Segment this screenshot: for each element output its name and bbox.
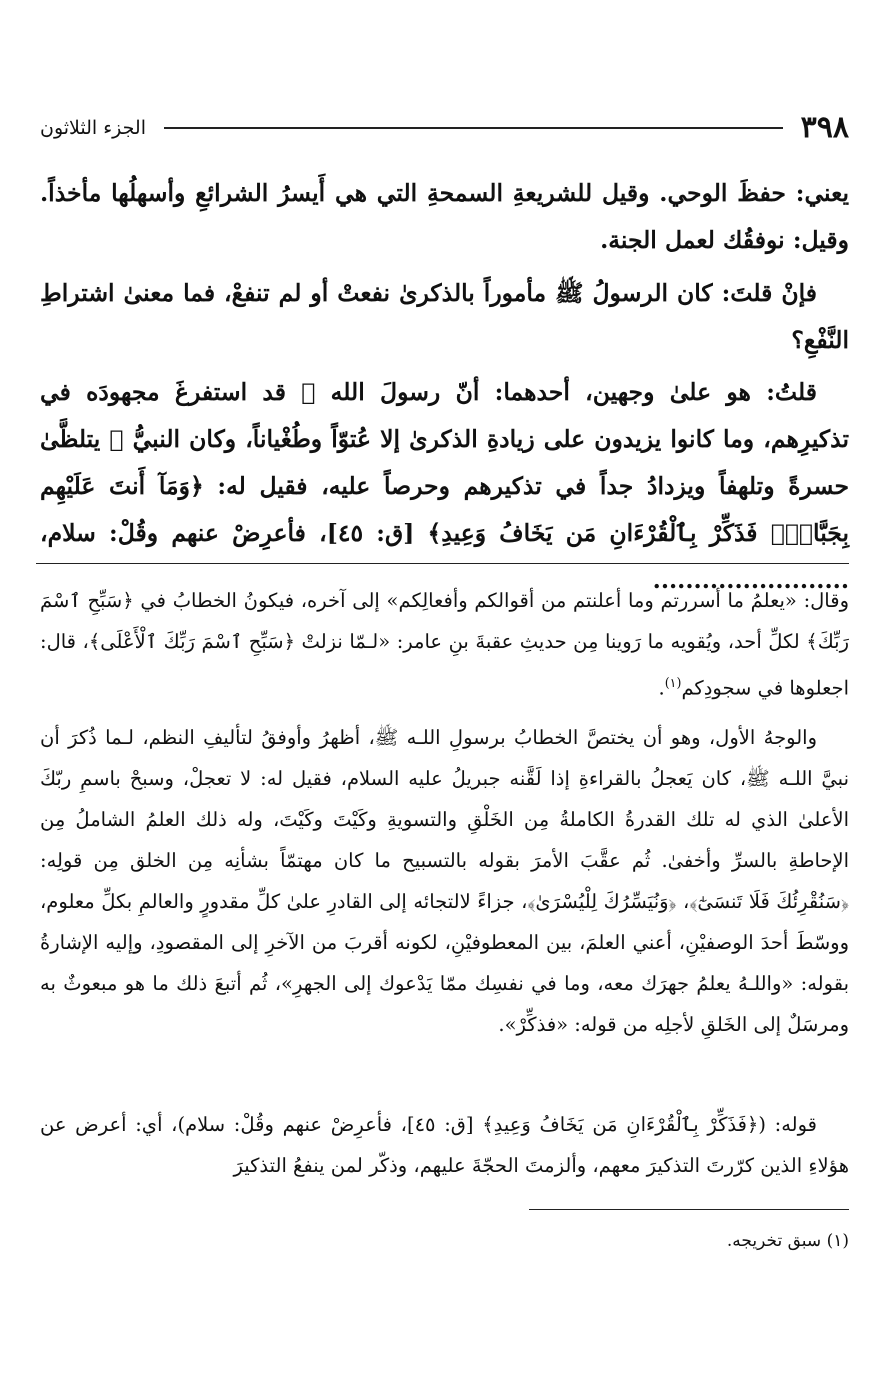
header-rule: [164, 127, 783, 129]
running-title: الجزء الثلاثون: [40, 117, 146, 139]
page-number: ٣٩٨: [800, 110, 849, 145]
page-header: [40, 108, 849, 148]
sharh-text-1: وقال: «يعلمُ ما أسررتم وما أعلنتم من أقوالكم وأفعالِكم» إلى آخره، فيكونُ الخطابُ في ﴿سَبِّحِ ٱسْمَ رَبِّكَ﴾ لكلِّ أحد، ويُقويه ما رَوينا مِن حديثِ عقبةَ بنِ عامر: «لـمّا نزلتْ ﴿سَبِّحِ ٱسْمَ رَبِّكَ ٱلْأَعْلَى﴾، قال: اجعلوها في سجودِكم: [40, 589, 849, 700]
sharh-paragraph-1: [40, 580, 849, 709]
sharh-text-1-end: .: [658, 676, 665, 700]
sharh-paragraph-3: قوله: (﴿فَذَكِّرْ بِٱلْقُرْءَانِ مَن يَخَافُ وَعِيدِ﴾ [ق: ٤٥]، فأعرِضْ عنهم وقُلْ: سلام)، أي: أعرض عن هؤلاءِ الذين كرّرتَ التذكيرَ معهم، وألزمتَ الحجّةَ عليهم، وذكّر لمن ينفعُ التذكيرَ: [40, 1113, 849, 1177]
footnote: (١) سبق تخريجه.: [726, 1231, 849, 1251]
matn-paragraph-3: قلتُ: هو علىٰ وجهين، أحدهما: أنّ رسولَ الله ﷺ قد استفرغَ مجهودَه في تذكيرِهم، وما كانوا يزيدون على زيادةِ الذكرىٰ إلا عُتوّاً وطُغْياناً، وكان النبيُّ ﷺ يتلظَّىٰ حسرةً وتلهفاً ويزدادُ جداً في تذكيرهم وحرصاً عليه، فقيل له: ﴿وَمَآ أَنتَ عَلَيْهِم بِجَبَّارٍۖ فَذَكِّرْ بِٱلْقُرْءَانِ مَن يَخَافُ وَعِيدِ﴾ [ق: ٤٥]، فأعرِضْ عنهم وقُلْ: سلام، ........................: [40, 378, 849, 594]
footnote-reference: (١): [664, 675, 682, 690]
matn-sharh-separator: [36, 563, 849, 564]
sharh-paragraph-2: والوجهُ الأول، وهو أن يختصَّ الخطابُ برسولِ اللـه ﷺ، أظهرُ وأوفقُ لتأليفِ النظم، لـما ذُكرَ أن نبيَّ اللـه ﷺ، كان يَعجلُ بالقراءةِ إذا لَقَّنه جبريلُ عليه السلام، فقيل له: لا تعجلْ، وسبحْ باسمِ ربّكَ الأعلىٰ الذي له تلك القدرةُ الكاملةُ مِن الخَلْقِ والتسويةِ وكَيْتَ وكَيْتَ، وله ذلك العلمُ الشاملُ مِن الإحاطةِ بالسرِّ وأخفىٰ. ثُم عقَّبَ الأمرَ بقوله بالتسبيح ما كان مهتمّاً بشأنِه مِن الخلق مِن قولِه: ﴿سَنُقْرِئُكَ فَلَا تَنسَىٰٓ﴾، ﴿وَنُيَسِّرُكَ لِلْيُسْرَىٰ﴾، جزاءً لالتجائه إلى القادرِ علىٰ كلِّ مقدورٍ والعالمِ بكلِّ معلوم، ووسّطَ أحدَ الوصفيْنِ، أعني العلمَ، بين المعطوفيْنِ، لكونه أقربَ من الآخرِ إلى المقصودِ، وإليه الإشارةُ بقوله: «واللـهُ يعلمُ جهرَك معه، وما في نفسِك ممّا يَدْعوك إلى الجهرِ»، ثُم أتبعَ ذلك ما هو مبعوثٌ به ومرسَلٌ إلى الخَلقِ لأجلِه من قوله: «فذكِّرْ».: [40, 726, 849, 1036]
matn-paragraph-1: يعني: حفظَ الوحي. وقيل للشريعةِ السمحةِ التي هي أَيسرُ الشرائعِ وأسهلُها مأخذاً. وقيل: نوفقُك لعمل الجنة.: [40, 179, 849, 254]
footnote-rule: [529, 1209, 849, 1210]
matn-paragraph-2: فإنْ قلتَ: كان الرسولُ ﷺ مأموراً بالذكرىٰ نفعتْ أو لم تنفعْ، فما معنىٰ اشتراطِ النَّفْعِ؟: [40, 279, 849, 354]
